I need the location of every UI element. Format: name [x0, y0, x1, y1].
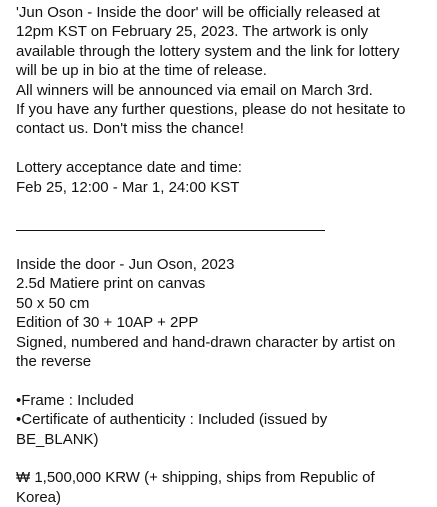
price-section [16, 468, 430, 507]
blank-line [16, 139, 430, 158]
lottery-period: Feb 25, 12:00 - Mar 1, 24:00 KST [16, 178, 240, 196]
artwork-signature-line: the reverse [16, 353, 92, 371]
blank-line [16, 197, 430, 216]
artwork-medium: 2.5d Matiere print on canvas [16, 275, 206, 293]
price-line: Korea) [16, 488, 62, 506]
certificate-inclusion-line: •Certificate of authenticity : Included (issued by [16, 411, 328, 429]
post-text [16, 3, 430, 507]
price-line: ₩ 1,500,000 KRW (+ shipping, ships from Republic of [16, 469, 375, 487]
announcement-line: If you have any further questions, please do not hesitate to [16, 100, 406, 118]
inclusions-list [16, 391, 430, 449]
announcement-paragraph [16, 3, 430, 139]
lottery-section [16, 158, 430, 197]
lottery-heading: Lottery acceptance date and time: [16, 159, 242, 177]
blank-line [16, 236, 430, 255]
artwork-title: Inside the door - Jun Oson, 2023 [16, 256, 235, 274]
announcement-line: 'Jun Oson - Inside the door' will be officially released at [16, 4, 380, 21]
artwork-edition: Edition of 30 + 10AP + 2PP [16, 314, 199, 332]
blank-line [16, 449, 430, 468]
announcement-line: contact us. Don't miss the chance! [16, 120, 244, 138]
frame-inclusion: •Frame : Included [16, 391, 134, 409]
artwork-size: 50 x 50 cm [16, 294, 90, 312]
artwork-details [16, 255, 430, 371]
certificate-inclusion-line: BE_BLANK) [16, 430, 99, 448]
blank-line [16, 371, 430, 390]
announcement-line: available through the lottery system and the link for lottery [16, 42, 400, 60]
announcement-line: 12pm KST on February 25, 2023. The artwork is only [16, 23, 369, 41]
divider-line [16, 216, 430, 235]
artwork-signature-line: Signed, numbered and hand-drawn character by artist on [16, 333, 396, 351]
announcement-line: All winners will be announced via email on March 3rd. [16, 81, 373, 99]
announcement-line: will be up in bio at the time of release. [16, 62, 267, 80]
